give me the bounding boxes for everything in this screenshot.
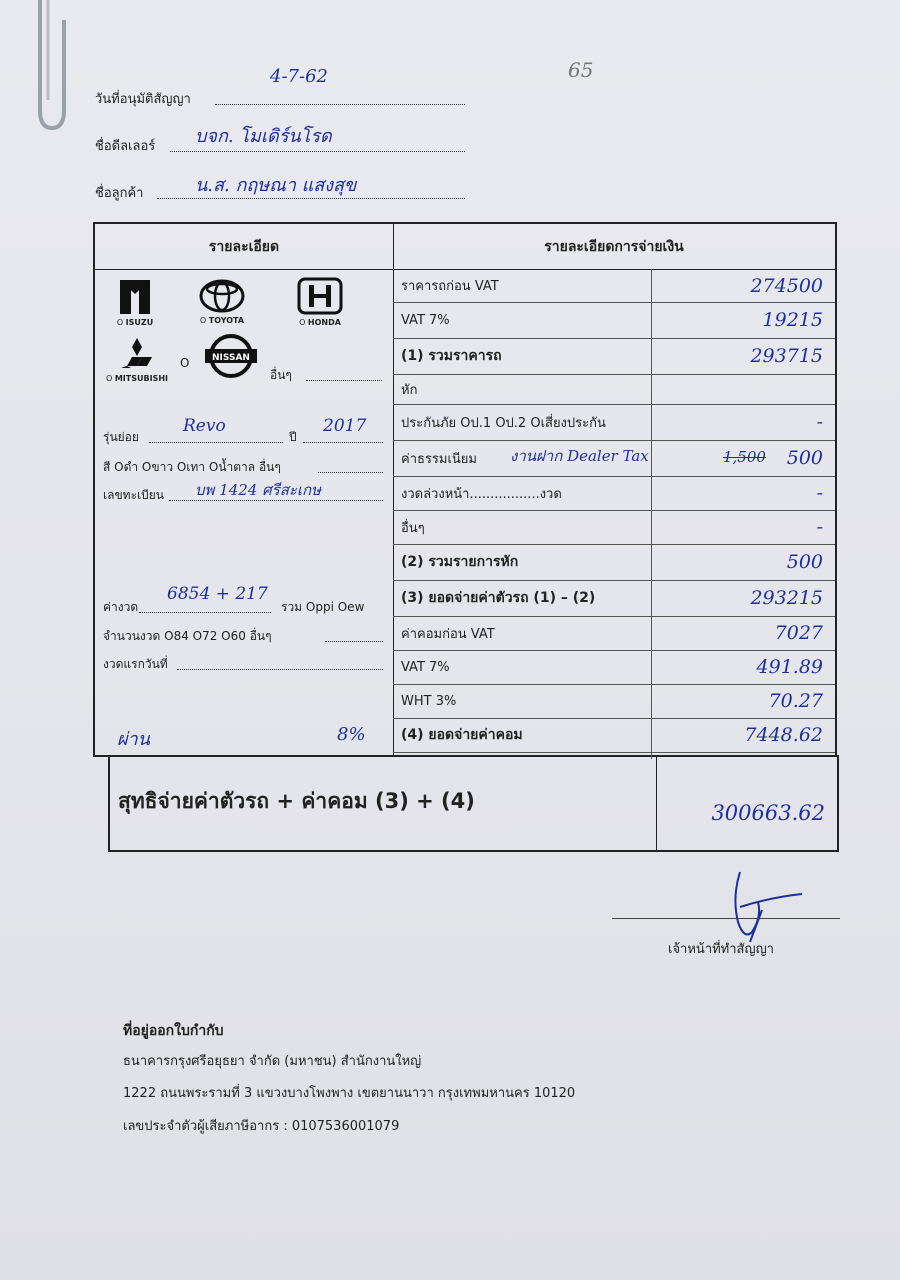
submodel-value: Revo bbox=[183, 416, 226, 436]
payment-row-value: - bbox=[816, 411, 823, 433]
net-total-value: 300663.62 bbox=[711, 801, 825, 825]
payment-row bbox=[393, 338, 835, 375]
payment-row bbox=[393, 580, 835, 617]
payment-row-label: อื่นๆ bbox=[401, 520, 425, 536]
installment-value: 6854 + 217 bbox=[167, 584, 268, 604]
net-total-row bbox=[108, 755, 839, 852]
address-line2: 1222 ถนนพระรามที่ 3 แขวงบางโพงพาง เขตยานนาวา กรุงเทพมหานคร 10120 bbox=[123, 1086, 576, 1101]
approval-date-label: วันที่อนุมัติสัญญา bbox=[95, 92, 191, 107]
brand-nissan: NISSAN O bbox=[200, 332, 262, 382]
installment-line: ค่างวด 6854 + 217 รวม Oppi Oew bbox=[103, 584, 365, 614]
brand-mitsubishi: O MITSUBISHI bbox=[105, 336, 169, 383]
installments-count-line: จำนวนงวด O84 O72 O60 อื่นๆ bbox=[103, 621, 383, 645]
net-total-label: สุทธิจ่ายค่าตัวรถ + ค่าคอม (3) + (4) bbox=[118, 789, 475, 813]
payment-row bbox=[393, 544, 835, 581]
note-right: 8% bbox=[337, 724, 366, 745]
fee-struck-value: 1,500 bbox=[723, 448, 766, 466]
payment-row-value: 500 bbox=[786, 447, 823, 469]
plate-value: บพ 1424 ศรีสะเกษ bbox=[195, 481, 322, 499]
dealer-line bbox=[95, 126, 465, 157]
plate-line: เลขทะเบียน บพ 1424 ศรีสะเกษ bbox=[103, 480, 383, 504]
payment-row-value: 70.27 bbox=[768, 690, 823, 712]
signature-line bbox=[612, 918, 840, 919]
payment-row-value: 7448.62 bbox=[744, 724, 823, 746]
fee-note: งานฝาก Dealer Tax bbox=[510, 447, 649, 465]
customer-line bbox=[95, 175, 465, 204]
address-line3: เลขประจำตัวผู้เสียภาษีอากร : 0107536001079 bbox=[123, 1119, 400, 1134]
address-title: ที่อยู่ออกใบกำกับ bbox=[123, 1023, 224, 1039]
customer-label: ชื่อลูกค้า bbox=[95, 186, 144, 201]
payment-row bbox=[393, 650, 835, 685]
payment-row-label: (2) รวมรายการหัก bbox=[401, 554, 519, 570]
honda-logo-icon bbox=[296, 276, 344, 316]
payment-row-value: 293215 bbox=[750, 587, 823, 609]
note-left: ผ่าน bbox=[117, 729, 150, 750]
payment-row bbox=[393, 476, 835, 511]
payment-row bbox=[393, 269, 835, 303]
toyota-logo-icon bbox=[199, 278, 245, 314]
dealer-label: ชื่อดีลเลอร์ bbox=[95, 139, 156, 154]
payment-row-label: หัก bbox=[401, 382, 418, 398]
payment-row-label: VAT 7% bbox=[401, 312, 450, 328]
payment-row-label: WHT 3% bbox=[401, 693, 457, 709]
payment-row bbox=[393, 510, 835, 545]
payment-row-value: 293715 bbox=[750, 345, 823, 367]
payment-row-label: ค่าคอมก่อน VAT bbox=[401, 626, 495, 642]
dealer-value: บจก. โมเดิร์นโรด bbox=[195, 126, 332, 147]
left-panel-title: รายละเอียด bbox=[95, 224, 393, 270]
payment-row-value: - bbox=[816, 482, 823, 504]
payment-row bbox=[393, 616, 835, 651]
nissan-logo-icon bbox=[203, 332, 259, 380]
payment-row bbox=[393, 374, 835, 405]
payment-row-label: (1) รวมราคารถ bbox=[401, 348, 502, 364]
payment-row-value: 500 bbox=[786, 551, 823, 573]
approval-date-line bbox=[95, 66, 465, 110]
signature-caption: เจ้าหน้าที่ทำสัญญา bbox=[668, 942, 774, 957]
year-value: 2017 bbox=[323, 416, 367, 436]
brand-toyota: O TOYOTA bbox=[190, 278, 254, 325]
page-number: 65 bbox=[568, 58, 594, 82]
payment-row-value: 19215 bbox=[762, 309, 823, 331]
payment-row-label: งวดล่วงหน้า.................งวด bbox=[401, 486, 562, 502]
mitsubishi-logo-icon bbox=[117, 336, 157, 372]
brand-isuzu: O ISUZU bbox=[110, 276, 160, 327]
first-installment-line: งวดแรกวันที่ bbox=[103, 649, 383, 673]
isuzu-logo-icon bbox=[118, 276, 152, 316]
customer-value: น.ส. กฤษณา แสงสุข bbox=[195, 175, 357, 196]
address-line1: ธนาคารกรุงศรีอยุธยา จำกัด (มหาชน) สำนักงานใหญ่ bbox=[123, 1054, 422, 1069]
submodel-line: รุ่นย่อย Revo ปี 2017 bbox=[103, 422, 383, 446]
payment-row-label: (4) ยอดจ่ายค่าคอม bbox=[401, 727, 523, 743]
color-line: สี Oดำ Oขาว Oเทา Oน้ำตาล อื่นๆ bbox=[103, 452, 383, 476]
other-brand-line: อื่นๆ bbox=[270, 362, 382, 386]
payment-row bbox=[393, 404, 835, 441]
payment-row-label: ค่าธรรมเนียม bbox=[401, 451, 477, 467]
brand-honda: O HONDA bbox=[287, 276, 353, 327]
payment-row-value: 7027 bbox=[774, 622, 823, 644]
paperclip-icon bbox=[30, 0, 76, 135]
payment-row bbox=[393, 684, 835, 719]
payment-row-label: ประกันภัย Oป.1 Oป.2 Oเสี่ยงประกัน bbox=[401, 415, 606, 431]
approval-date-value: 4-7-62 bbox=[270, 66, 328, 87]
payment-row-label: VAT 7% bbox=[401, 659, 450, 675]
payment-row-label: ราคารถก่อน VAT bbox=[401, 279, 499, 294]
payment-form bbox=[93, 222, 837, 757]
payment-row-value: - bbox=[816, 516, 823, 538]
payment-row-value: 491.89 bbox=[756, 656, 823, 678]
svg-text:NISSAN: NISSAN bbox=[212, 353, 250, 363]
payment-row-label: (3) ยอดจ่ายค่าตัวรถ (1) – (2) bbox=[401, 590, 596, 606]
payment-row bbox=[393, 718, 835, 753]
right-panel-title: รายละเอียดการจ่ายเงิน bbox=[393, 224, 835, 270]
payment-row bbox=[393, 302, 835, 339]
payment-row-value: 274500 bbox=[750, 274, 823, 297]
